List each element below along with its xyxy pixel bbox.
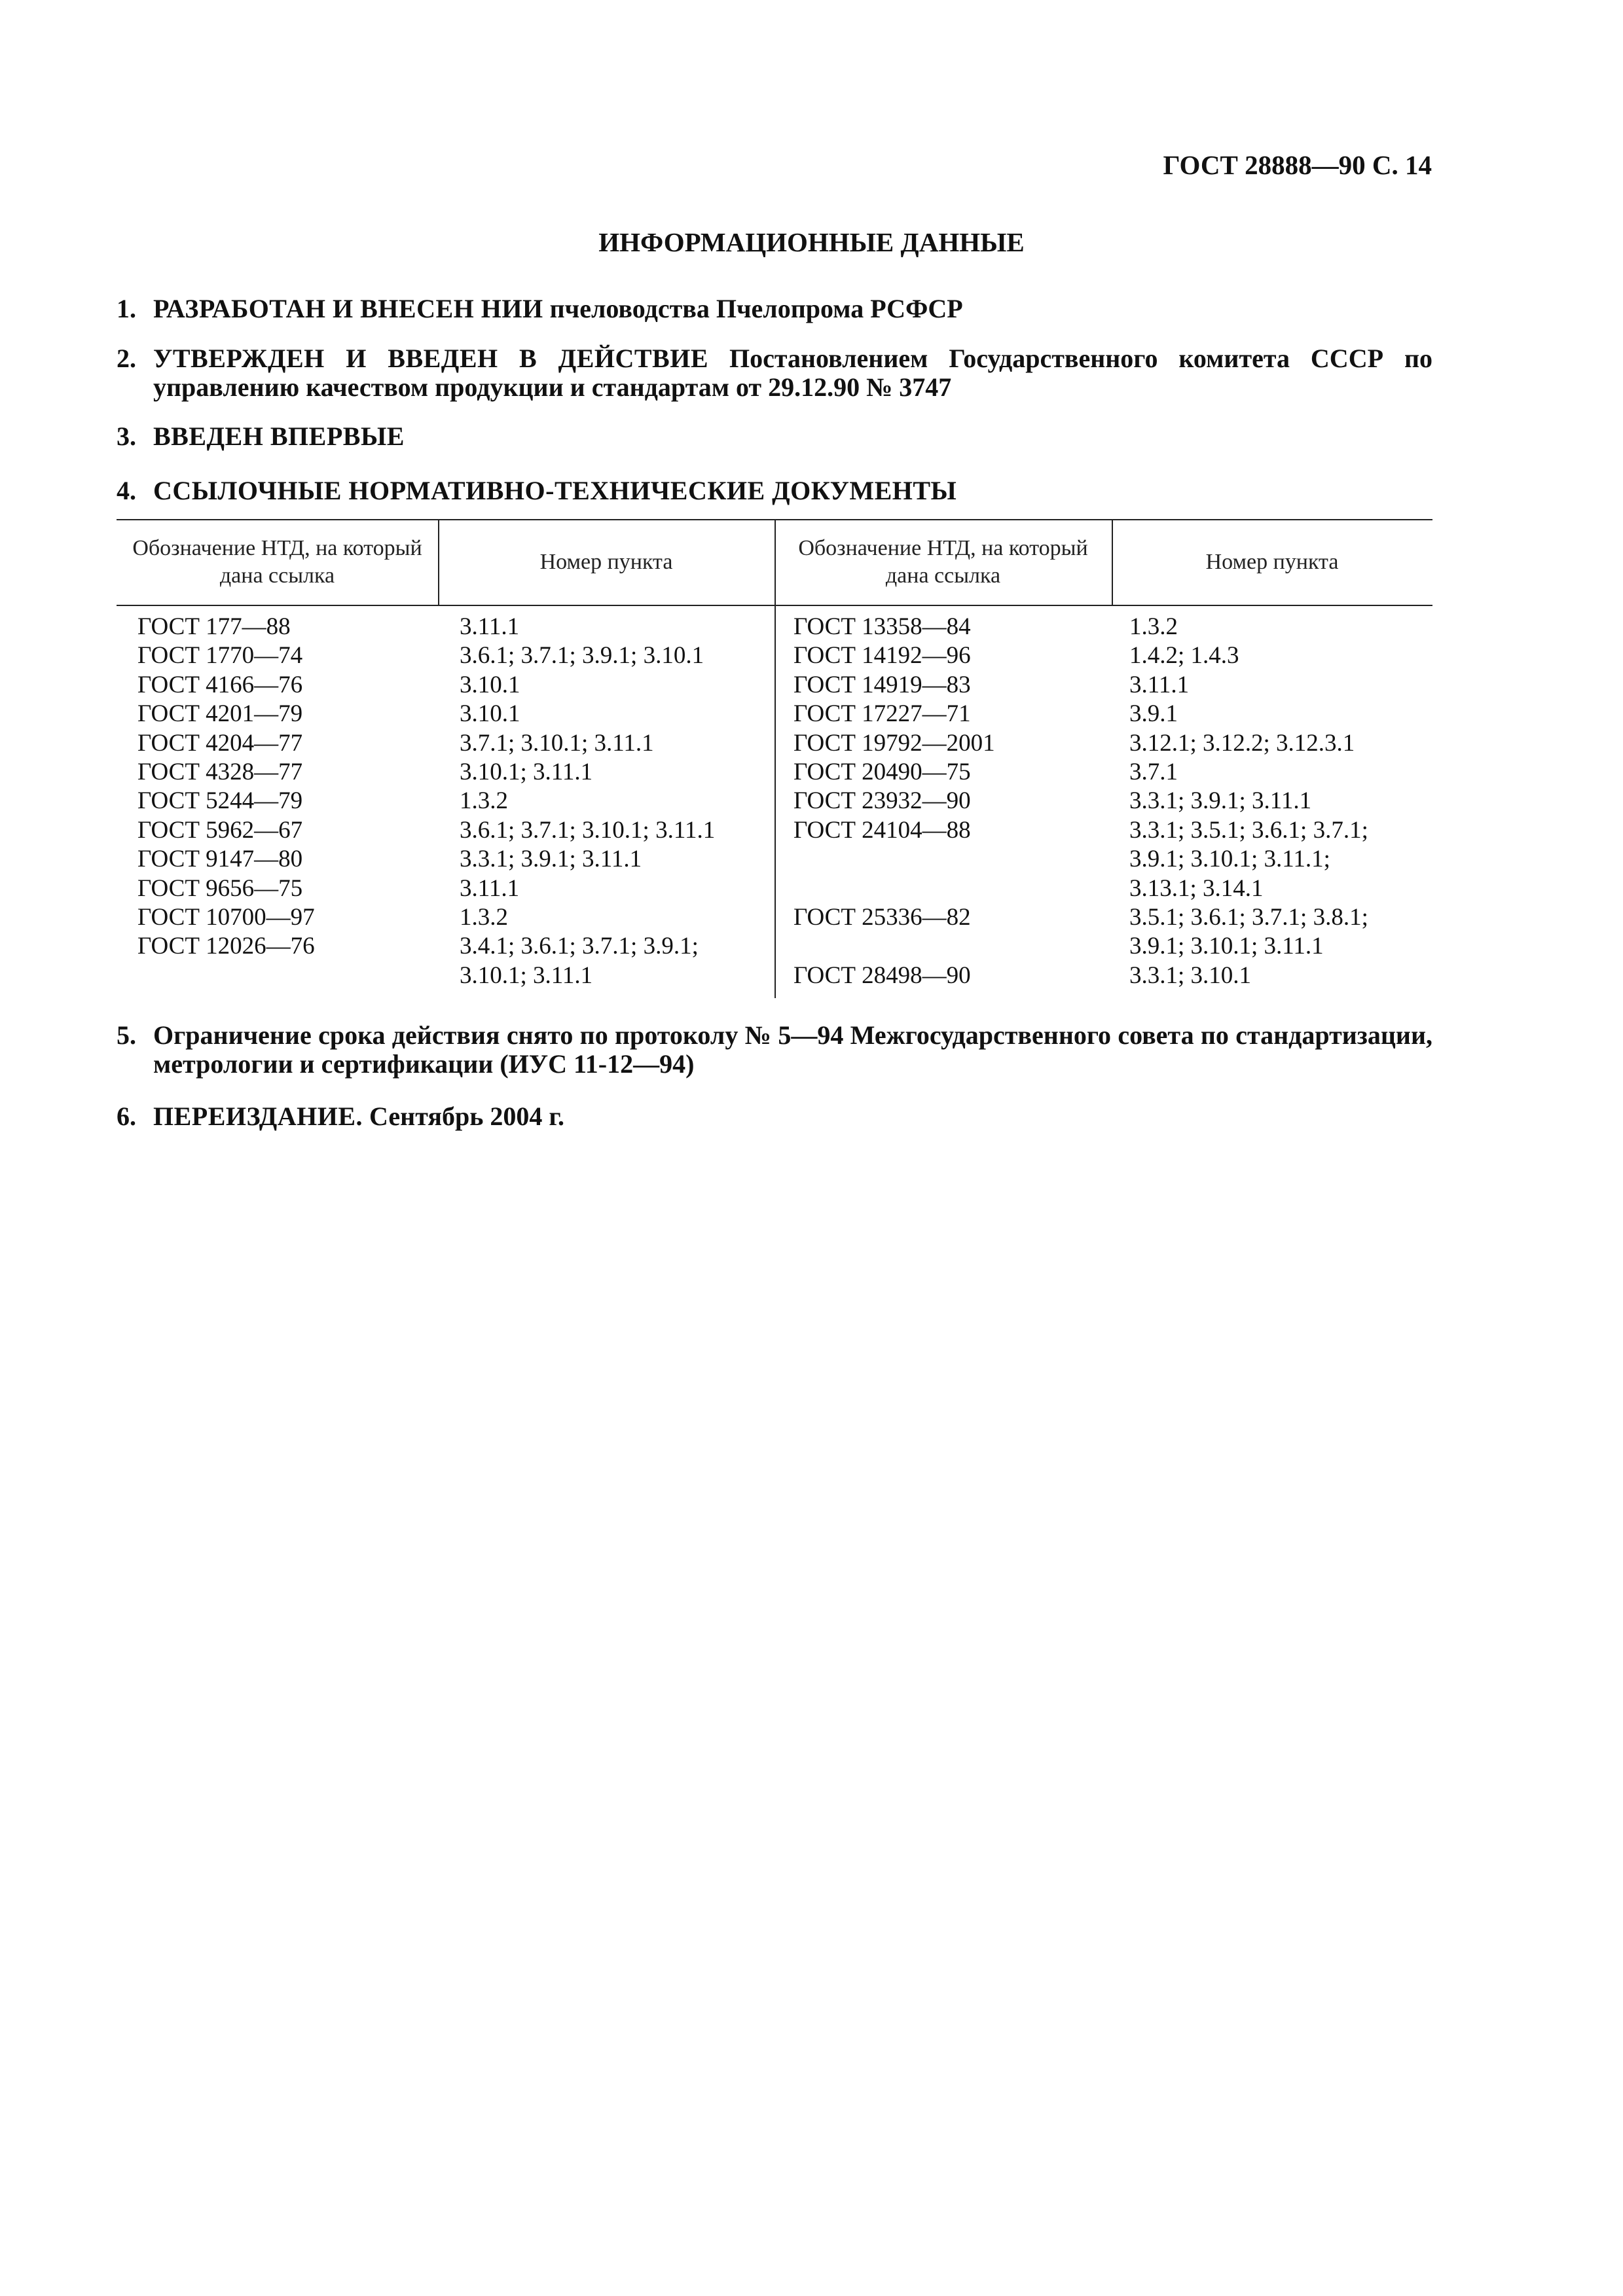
table-cell-doc: ГОСТ 4201—79 [137, 700, 303, 728]
table-cell-doc [793, 874, 995, 903]
info-item-approved [117, 344, 1432, 402]
table-cell-doc: ГОСТ 4204—77 [137, 729, 303, 757]
section-title: ИНФОРМАЦИОННЫЕ ДАННЫЕ [598, 227, 1025, 257]
table-cell-point: 3.3.1; 3.5.1; 3.6.1; 3.7.1; [1129, 816, 1368, 844]
item-number: 2. [117, 344, 136, 373]
table-cell-doc: ГОСТ 24104—88 [793, 816, 971, 844]
table-cell-point: 3.9.1; 3.10.1; 3.11.1 [1129, 933, 1324, 960]
table-header-point: Номер пункта [539, 549, 673, 574]
table-cell-point: 3.10.1 [460, 671, 520, 698]
info-item-reissue [117, 1102, 1432, 1131]
column-left-points [460, 613, 715, 990]
table-cell-doc: ГОСТ 13358—84 [793, 613, 971, 640]
table-cell-point: 3.7.1; 3.10.1; 3.11.1 [460, 729, 654, 757]
info-item-reference-documents [117, 476, 1432, 505]
table-cell-point: 3.13.1; 3.14.1 [1129, 874, 1264, 902]
item-number: 1. [117, 294, 136, 323]
column-right-points [1129, 613, 1368, 990]
item-heading: ПЕРЕИЗДАНИЕ. [153, 1102, 363, 1131]
reference-documents-table [117, 519, 1432, 998]
item-heading: УТВЕРЖДЕН И ВВЕДЕН В ДЕЙСТВИЕ [153, 344, 709, 373]
item-text: пчеловодства Пчелопрома РСФСР [543, 294, 963, 323]
table-cell-doc: ГОСТ 19792—2001 [793, 729, 995, 757]
table-cell-point: 3.11.1 [460, 613, 520, 640]
table-cell-doc: ГОСТ 4166—76 [137, 671, 303, 698]
table-header-point: Номер пункта [1205, 549, 1339, 574]
table-cell-point: 3.6.1; 3.7.1; 3.10.1; 3.11.1 [460, 816, 716, 844]
table-cell-doc: ГОСТ 4328—77 [137, 758, 303, 785]
table-cell-doc: ГОСТ 14919—83 [793, 671, 971, 698]
table-cell-doc: ГОСТ 28498—90 [793, 961, 971, 989]
table-cell-doc: ГОСТ 20490—75 [793, 758, 971, 785]
column-right-docs [793, 613, 995, 990]
item-number: 4. [117, 476, 136, 505]
table-cell-point: 3.10.1; 3.11.1 [460, 961, 593, 989]
table-cell-point: 3.11.1 [1129, 671, 1190, 698]
table-cell-doc [793, 932, 995, 961]
table-cell-doc [793, 845, 995, 874]
table-cell-point: 3.10.1 [460, 700, 520, 728]
table-cell-doc: ГОСТ 5962—67 [137, 816, 303, 844]
table-cell-point: 3.3.1; 3.9.1; 3.11.1 [1129, 787, 1312, 815]
table-cell-doc [137, 961, 315, 990]
table-cell-doc: ГОСТ 1770—74 [137, 642, 303, 670]
table-cell-point: 3.11.1 [460, 874, 520, 902]
table-cell-point: 1.3.2 [1129, 613, 1178, 640]
table-cell-point: 3.3.1; 3.10.1 [1129, 961, 1252, 989]
table-header-ntd: Обозначение НТД, на который дана ссылка [798, 535, 1088, 588]
table-cell-doc: ГОСТ 5244—79 [137, 787, 303, 815]
table-cell-doc: ГОСТ 9656—75 [137, 874, 303, 902]
table-cell-doc: ГОСТ 12026—76 [137, 933, 315, 960]
item-text: Постановлением Государственного комитета СССР по управлению качеством продукции и стандартам от 29.12.90 № 3747 [153, 344, 1432, 402]
table-cell-doc: ГОСТ 177—88 [137, 613, 291, 640]
table-cell-doc: ГОСТ 10700—97 [137, 903, 315, 931]
table-cell-point: 3.3.1; 3.9.1; 3.11.1 [460, 846, 642, 873]
table-cell-point: 3.9.1 [1129, 700, 1178, 728]
item-heading: ВВЕДЕН ВПЕРВЫЕ [153, 422, 405, 451]
table-cell-point: 3.12.1; 3.12.2; 3.12.3.1 [1129, 729, 1355, 757]
table-cell-point: 1.3.2 [460, 903, 508, 931]
table-cell-point: 3.5.1; 3.6.1; 3.7.1; 3.8.1; [1129, 903, 1368, 931]
table-cell-point: 3.7.1 [1129, 758, 1178, 785]
item-heading: РАЗРАБОТАН И ВНЕСЕН НИИ [153, 294, 543, 323]
table-cell-point: 3.10.1; 3.11.1 [460, 758, 593, 785]
item-text: Сентябрь 2004 г. [363, 1102, 565, 1131]
table-cell-doc: ГОСТ 25336—82 [793, 903, 971, 931]
item-text: Ограничение срока действия снято по протоколу № 5—94 Межгосударственного совета по стандартизации, метрологии и сертификации (ИУС 11-12—94) [153, 1020, 1432, 1079]
item-number: 6. [117, 1102, 136, 1131]
table-cell-doc: ГОСТ 9147—80 [137, 846, 303, 873]
info-item-first-introduced [117, 422, 1432, 451]
info-item-developed [117, 295, 1432, 323]
item-number: 3. [117, 422, 136, 451]
table-cell-doc: ГОСТ 23932—90 [793, 787, 971, 815]
table-cell-point: 1.3.2 [460, 787, 508, 815]
info-item-validity-limit [117, 1021, 1432, 1079]
table-cell-point: 3.4.1; 3.6.1; 3.7.1; 3.9.1; [460, 933, 699, 960]
table-cell-point: 1.4.2; 1.4.3 [1129, 642, 1239, 670]
table-cell-doc: ГОСТ 17227—71 [793, 700, 971, 728]
item-heading: ССЫЛОЧНЫЕ НОРМАТИВНО-ТЕХНИЧЕСКИЕ ДОКУМЕНТЫ [153, 476, 957, 505]
table-header-ntd: Обозначение НТД, на который дана ссылка [132, 535, 422, 588]
table-cell-doc: ГОСТ 14192—96 [793, 642, 971, 670]
table-cell-point: 3.9.1; 3.10.1; 3.11.1; [1129, 846, 1330, 873]
table-cell-point: 3.6.1; 3.7.1; 3.9.1; 3.10.1 [460, 642, 704, 670]
item-number: 5. [117, 1020, 136, 1050]
column-left-docs [137, 613, 315, 990]
page-header: ГОСТ 28888—90 С. 14 [1163, 150, 1432, 180]
